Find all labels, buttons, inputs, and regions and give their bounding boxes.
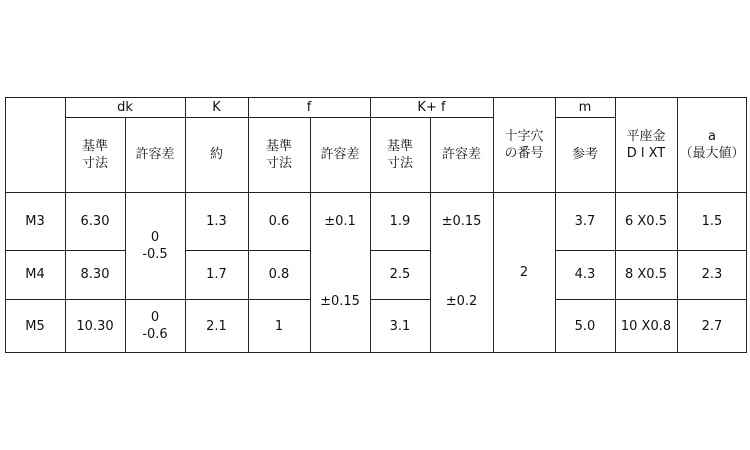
row-m-value: 4.3	[574, 267, 596, 282]
subheader-m-reference	[555, 117, 615, 192]
row-washer-value: 10 X0.8	[620, 318, 672, 334]
header-washer-line2: D l XT	[626, 145, 666, 161]
merged-dk-tolerance-m5	[125, 299, 185, 353]
header-cross-line1: 十字穴	[504, 128, 544, 144]
row-m4-washer	[615, 250, 677, 299]
header-kf	[370, 97, 493, 117]
header-k-text: K	[212, 99, 221, 115]
row-dk-value: 6.30	[80, 213, 110, 229]
subheader-dk-tolerance	[125, 117, 185, 192]
row-m3-m	[555, 192, 615, 250]
merged-f-tolerance-text: ±0.15	[320, 294, 360, 309]
merged-f-tolerance-m4-m5	[310, 250, 370, 353]
merged-kf-tolerance-m4-m5	[430, 250, 493, 353]
row-m3-f-tolerance	[310, 192, 370, 250]
row-m5-f	[248, 299, 310, 353]
row-size-label: M4	[25, 267, 45, 282]
subheader-f-tolerance-text: 許容差	[320, 147, 360, 162]
subheader-kf-nominal-line1: 基準	[386, 138, 413, 154]
row-m5-size	[5, 299, 65, 353]
cross-recess-number-text: 2	[519, 265, 529, 280]
row-m5-a	[677, 299, 747, 353]
row-a-value: 2.3	[701, 267, 723, 282]
row-m5-k	[185, 299, 248, 353]
subheader-m-reference-text: 参考	[571, 147, 598, 162]
header-a-line2: （最大値）	[679, 145, 745, 161]
row-dk-value: 10.30	[76, 318, 114, 334]
row-m4-size	[5, 250, 65, 299]
subheader-k-approx	[185, 117, 248, 192]
subheader-dk-nominal	[65, 117, 125, 192]
row-f-value: 1	[274, 318, 284, 334]
subheader-f-nominal	[248, 117, 310, 192]
tolerance-lower: -0.6	[142, 327, 168, 342]
row-dk-value: 8.30	[80, 267, 110, 282]
subheader-kf-nominal-line2: 寸法	[386, 155, 413, 171]
row-m3-k	[185, 192, 248, 250]
header-cross-line2: の番号	[504, 145, 544, 161]
row-m-value: 3.7	[574, 213, 596, 229]
row-m3-f	[248, 192, 310, 250]
header-f-text: f	[306, 99, 312, 115]
row-m4-k	[185, 250, 248, 299]
tolerance-upper: 0	[150, 310, 160, 325]
subheader-kf-tolerance	[430, 117, 493, 192]
subheader-kf-nominal	[370, 117, 430, 192]
row-m3-a	[677, 192, 747, 250]
header-a-line1: a	[708, 128, 716, 144]
row-m4-a	[677, 250, 747, 299]
row-f-value: 0.6	[268, 213, 290, 229]
row-washer-value: 6 X0.5	[625, 213, 667, 229]
row-k-value: 2.1	[206, 318, 227, 334]
subheader-kf-tolerance-text: 許容差	[441, 147, 481, 162]
row-a-value: 2.7	[701, 318, 723, 334]
row-kf-tolerance-value: ±0.15	[441, 213, 482, 229]
subheader-dk-nominal-line1: 基準	[81, 138, 108, 154]
header-washer-line1: 平座金	[626, 128, 666, 144]
header-dk	[65, 97, 185, 117]
row-washer-value: 8 X0.5	[625, 267, 667, 282]
row-m4-kf	[370, 250, 430, 299]
tolerance-stack	[142, 229, 167, 263]
row-m5-m	[555, 299, 615, 353]
row-m5-washer	[615, 299, 677, 353]
header-m	[555, 97, 615, 117]
header-f	[248, 97, 370, 117]
row-f-tolerance-value: ±0.1	[324, 213, 356, 229]
row-kf-value: 3.1	[389, 318, 411, 334]
row-m3-kf-tolerance	[430, 192, 493, 250]
row-size-label: M3	[25, 213, 45, 229]
header-m-text: m	[578, 99, 592, 115]
tolerance-upper: 0	[150, 229, 160, 245]
row-m4-dk	[65, 250, 125, 299]
row-m3-size	[5, 192, 65, 250]
row-k-value: 1.7	[206, 267, 227, 282]
row-f-value: 0.8	[268, 267, 290, 282]
row-m4-m	[555, 250, 615, 299]
merged-dk-tolerance-m3-m4	[125, 192, 185, 299]
header-washer	[615, 97, 677, 192]
row-m5-kf	[370, 299, 430, 353]
header-kf-text: K+ f	[417, 99, 446, 115]
tolerance-lower: -0.5	[142, 246, 168, 262]
row-m3-dk	[65, 192, 125, 250]
header-k	[185, 97, 248, 117]
tolerance-stack	[142, 309, 167, 343]
row-a-value: 1.5	[701, 213, 723, 229]
header-dk-text: dk	[117, 99, 133, 115]
row-kf-value: 2.5	[389, 267, 411, 282]
row-size-label: M5	[25, 318, 45, 334]
row-m3-kf	[370, 192, 430, 250]
subheader-f-tolerance	[310, 117, 370, 192]
row-kf-value: 1.9	[389, 213, 411, 229]
subheader-f-nominal-line1: 基準	[265, 138, 292, 154]
row-m4-f	[248, 250, 310, 299]
row-k-value: 1.3	[206, 213, 227, 229]
row-m-value: 5.0	[574, 318, 596, 334]
subheader-dk-tolerance-text: 許容差	[135, 147, 175, 162]
header-a	[677, 97, 747, 192]
subheader-f-nominal-line2: 寸法	[265, 155, 292, 171]
merged-kf-tolerance-text: ±0.2	[445, 294, 478, 309]
row-m3-washer	[615, 192, 677, 250]
subheader-dk-nominal-line2: 寸法	[81, 155, 108, 171]
header-cross-recess	[493, 97, 555, 192]
merged-cross-recess-number	[493, 192, 555, 353]
subheader-k-approx-text: 約	[209, 147, 223, 162]
row-m5-dk	[65, 299, 125, 353]
